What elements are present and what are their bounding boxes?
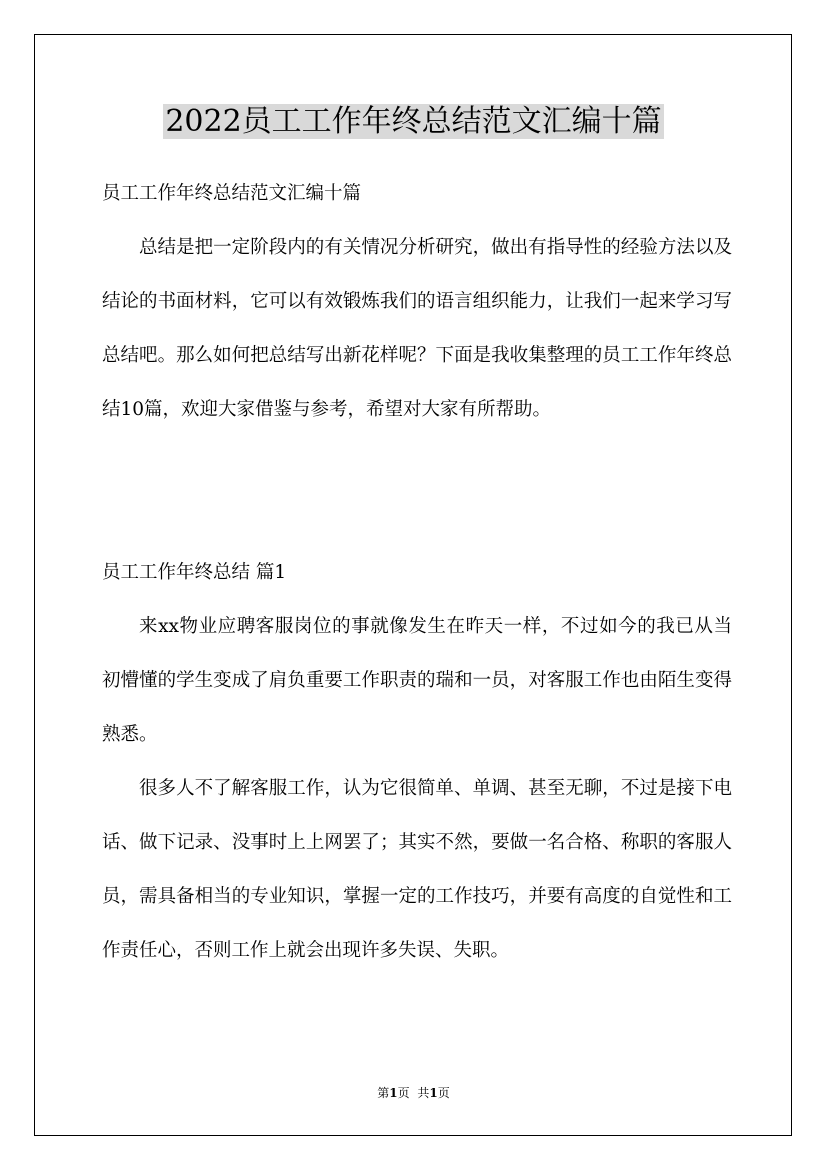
document-title-text: 2022员工工作年终总结范文汇编十篇 [165,104,662,139]
section-heading: 员工工作年终总结 篇1 [102,562,287,583]
section-paragraph-1: 来xx物业应聘客服岗位的事就像发生在昨天一样，不过如今的我已从当初懵懂的学生变成了肩负重要工作职责的瑞和一员，对客服工作也由陌生变得熟悉。 [102,616,732,745]
page-number: 1 [389,1086,398,1100]
page-prefix: 第 [377,1086,390,1100]
intro-paragraph: 总结是把一定阶段内的有关情况分析研究，做出有指导性的经验方法以及结论的书面材料，它可以有效锻炼我们的语言组织能力，让我们一起来学习写总结吧。那么如何把总结写出新花样呢？下面是我收集整理的员工工作年终总结10篇，欢迎大家借鉴与参考，希望对大家有所帮助。 [102,237,732,420]
page-suffix: 页 [397,1086,410,1100]
document-subtitle: 员工工作年终总结范文汇编十篇 [102,183,362,204]
page-footer [0,1084,827,1101]
total-number: 1 [429,1086,438,1100]
total-prefix: 共 [417,1086,430,1100]
document-title [0,102,827,142]
total-suffix: 页 [437,1086,450,1100]
section-paragraph-2: 很多人不了解客服工作，认为它很简单、单调、甚至无聊，不过是接下电话、做下记录、没事时上上网罢了；其实不然，要做一名合格、称职的客服人员，需具备相当的专业知识，掌握一定的工作技巧，并要有高度的自觉性和工作责任心，否则工作上就会出现许多失误、失职。 [102,778,732,961]
